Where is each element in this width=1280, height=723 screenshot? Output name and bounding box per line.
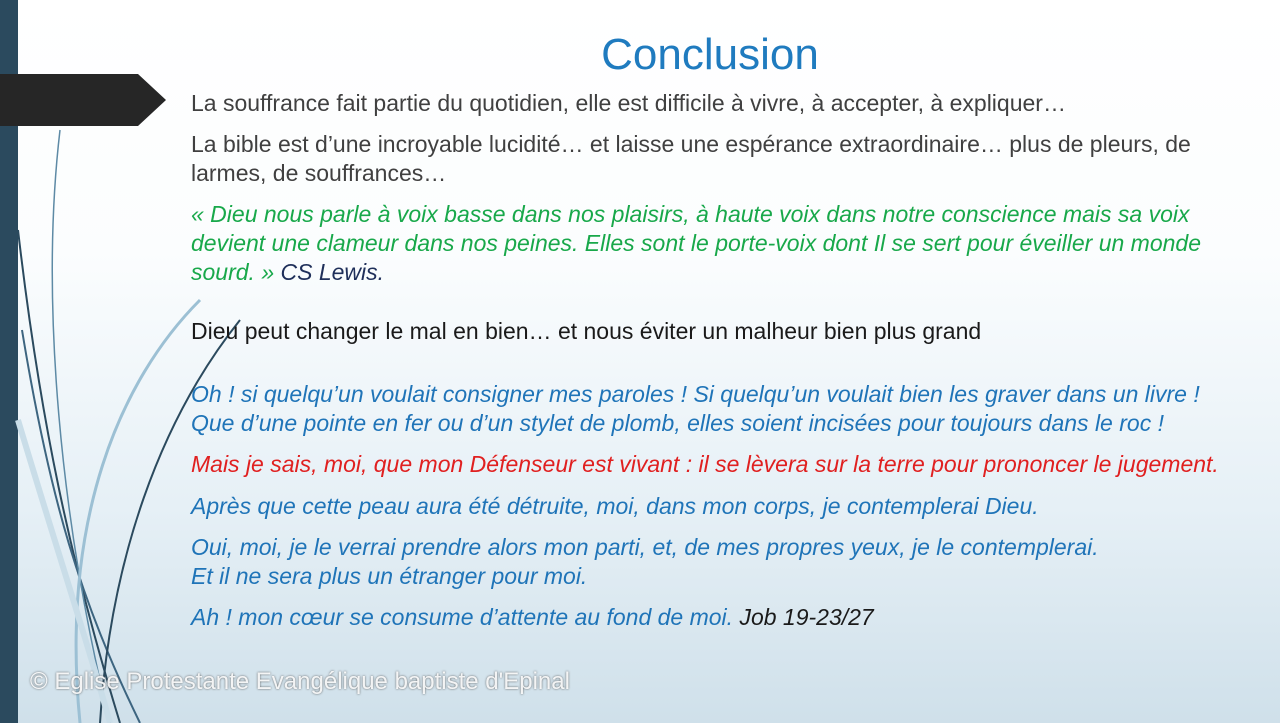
text-line-suffering: La souffrance fait partie du quotidien, elle est difficile à vivre, à accepter, à expliquer… — [191, 90, 1066, 116]
text-line-good: Dieu peut changer le mal en bien… et nous éviter un malheur bien plus grand — [191, 318, 982, 344]
copyright-watermark: © Eglise Protestante Evangélique baptiste d'Epinal — [30, 668, 570, 695]
verse-27: Oui, moi, je le verrai prendre alors mon parti, et, de mes propres yeux, je le contemplerai. Et il ne sera plus un étranger pour moi. — [191, 534, 1099, 589]
slide-title: Conclusion — [601, 30, 819, 79]
slide-body — [191, 89, 1243, 632]
verse-27b-paragraph — [191, 603, 1243, 632]
lewis-quote-paragraph — [191, 200, 1211, 287]
scripture-reference: Job 19-23/27 — [739, 604, 874, 630]
verse-26: Après que cette peau aura été détruite, moi, dans mon corps, je contemplerai Dieu. — [191, 493, 1039, 519]
text-line-bible: La bible est d’une incroyable lucidité… et laisse une espérance extraordinaire… plus de pleurs, de larmes, de souffrances… — [191, 131, 1191, 186]
lewis-quote: « Dieu nous parle à voix basse dans nos plaisirs, à haute voix dans notre conscience mais sa voix devient une clameur dans nos peines. Elles sont le porte-voix dont Il se sert pour éveiller un monde sourd. » — [191, 201, 1202, 285]
verse-27b: Ah ! mon cœur se consume d’attente au fond de moi. — [191, 604, 734, 630]
quote-author: CS Lewis. — [280, 259, 385, 285]
arrow-tab-decoration — [0, 74, 166, 126]
verse-23-24: Oh ! si quelqu’un voulait consigner mes paroles ! Si quelqu’un voulait bien les graver dans un livre ! Que d’une pointe en fer ou d’un stylet de plomb, elles soient incisées pour toujours dans le roc ! — [191, 381, 1200, 436]
verse-25: Mais je sais, moi, que mon Défenseur est vivant : il se lèvera sur la terre pour prononcer le jugement. — [191, 451, 1219, 477]
